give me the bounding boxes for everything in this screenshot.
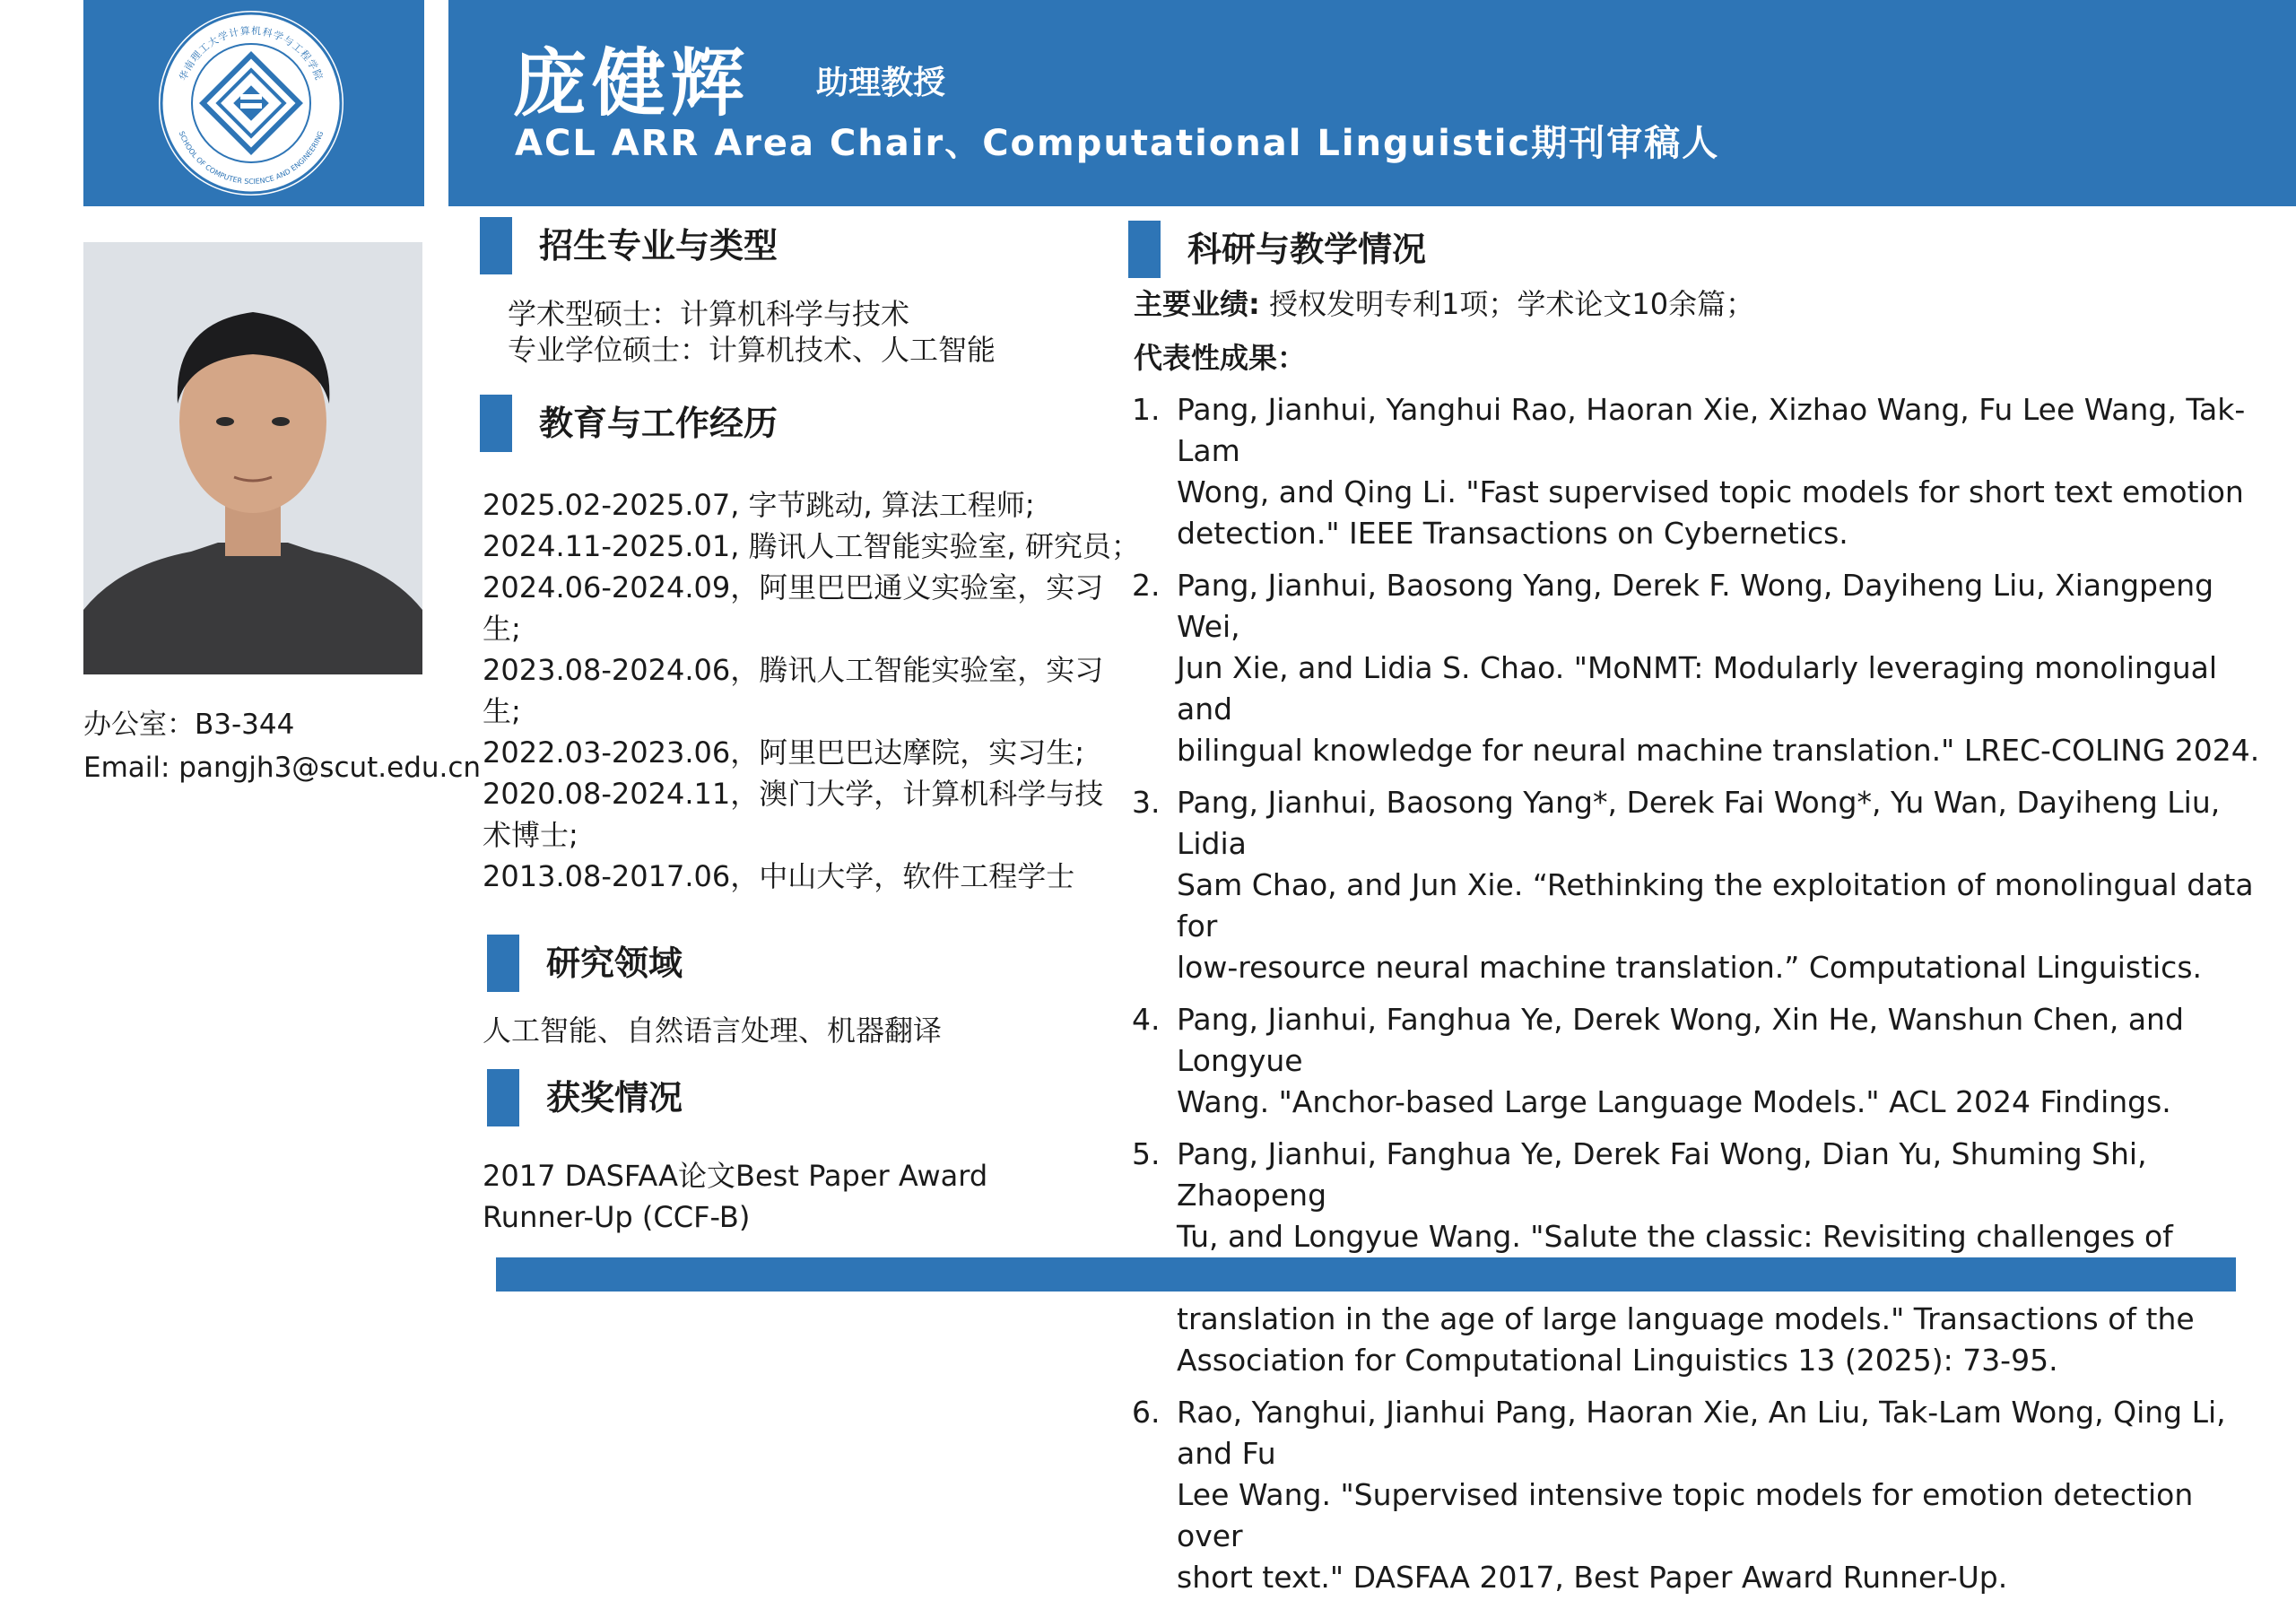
publication-line: translation in the age of large language models." Transactions of the	[1177, 1301, 2195, 1336]
heading-text: 教育与工作经历	[539, 404, 778, 443]
achievements-line	[1134, 283, 1754, 325]
logo-text-top: 华南理工大学计算机科学与工程学院	[177, 24, 326, 83]
person-name: 庞健辉	[513, 41, 751, 126]
publication-line: Wong, and Qing Li. "Fast supervised topic models for short text emotion	[1177, 474, 2244, 509]
section-heading-admissions	[480, 217, 928, 274]
publication-list	[1132, 389, 2262, 1609]
awards-line: Runner-Up (CCF-B)	[483, 1200, 751, 1234]
section-heading-awards	[487, 1069, 935, 1126]
publication-line: Rao, Yanghui, Jianhui Pang, Haoran Xie, An Liu, Tak-Lam Wong, Qing Li, and Fu	[1177, 1395, 2226, 1471]
research-content: 人工智能、自然语言处理、机器翻译	[483, 1013, 943, 1048]
email-link[interactable]: Email: pangjh3@scut.edu.cn	[83, 752, 482, 784]
heading-bar	[480, 217, 512, 274]
person-subtitle: ACL ARR Area Chair、Computational Linguistic期刊审稿人	[515, 123, 1720, 164]
heading-text: 获奖情况	[546, 1078, 683, 1118]
heading-bar	[487, 1069, 519, 1126]
profile-photo	[83, 242, 422, 674]
heading-text: 招生专业与类型	[539, 226, 778, 265]
education-content	[483, 484, 1140, 897]
publication-line: Pang, Jianhui, Baosong Yang, Derek F. Wong, Dayiheng Liu, Xiangpeng Wei,	[1177, 568, 2214, 644]
publication-item	[1132, 782, 2262, 988]
publication-line: Pang, Jianhui, Yanghui Rao, Haoran Xie, Xizhao Wang, Fu Lee Wang, Tak-Lam	[1177, 392, 2246, 468]
publication-line: Pang, Jianhui, Fanghua Ye, Derek Fai Wong, Dian Yu, Shuming Shi, Zhaopeng	[1177, 1136, 2147, 1213]
section-heading-research-teaching	[1128, 221, 1666, 278]
publication-number: 5.	[1132, 1136, 1161, 1171]
education-line: 术博士;	[483, 818, 578, 852]
publication-line: Pang, Jianhui, Baosong Yang*, Derek Fai Wong*, Yu Wan, Dayiheng Liu, Lidia	[1177, 785, 2221, 861]
office-text: 办公室：B3-344	[83, 709, 295, 741]
heading-bar	[487, 935, 519, 992]
achievements-text: 授权发明专利1项；学术论文10余篇；	[1259, 287, 1755, 321]
person-title: 助理教授	[816, 65, 946, 101]
publication-item	[1132, 1392, 2262, 1598]
education-line: 2022.03-2023.06，阿里巴巴达摩院，实习生;	[483, 735, 1084, 770]
achievements-label: 主要业绩:	[1134, 287, 1260, 321]
heading-text: 研究领域	[546, 944, 683, 983]
heading-bar	[1128, 221, 1161, 278]
representative-label: 代表性成果：	[1134, 341, 1307, 375]
section-heading-education	[480, 395, 928, 452]
publication-number: 1.	[1132, 392, 1161, 427]
publication-line: detection." IEEE Transactions on Cybernetics.	[1177, 516, 1848, 551]
publication-line: Association for Computational Linguistics 13 (2025): 73-95.	[1177, 1343, 2058, 1378]
publication-line: bilingual knowledge for neural machine translation." LREC-COLING 2024.	[1177, 733, 2260, 768]
publication-item	[1132, 999, 2262, 1123]
heading-bar	[480, 395, 512, 452]
education-line: 2013.08-2017.06，中山大学，软件工程学士	[483, 859, 1075, 893]
education-line: 生;	[483, 612, 521, 646]
publication-number: 6.	[1132, 1395, 1161, 1430]
publication-line: Jun Xie, and Lidia S. Chao. "MoNMT: Modularly leveraging monolingual and	[1177, 650, 2218, 726]
heading-text: 科研与教学情况	[1187, 230, 1427, 269]
admissions-line: 专业学位硕士：计算机技术、人工智能	[508, 333, 996, 367]
publication-line: Pang, Jianhui, Fanghua Ye, Derek Wong, Xin He, Wanshun Chen, and Longyue	[1177, 1002, 2184, 1078]
person-avatar-icon	[83, 242, 422, 674]
publication-line: Tu, and Longyue Wang. "Salute the classic: Revisiting challenges of	[1177, 1219, 2173, 1254]
awards-line: 2017 DASFAA论文Best Paper Award	[483, 1159, 988, 1193]
header-bar	[448, 0, 2296, 206]
publication-number: 2.	[1132, 568, 1161, 603]
school-logo-icon	[155, 7, 347, 199]
admissions-content	[508, 296, 996, 368]
education-line: 2024.11-2025.01, 腾讯人工智能实验室, 研究员；	[483, 529, 1140, 563]
publication-number: 3.	[1132, 785, 1161, 820]
publication-line: short text." DASFAA 2017, Best Paper Award Runner-Up.	[1177, 1560, 2008, 1595]
logo-panel	[83, 0, 424, 206]
admissions-line: 学术型硕士：计算机科学与技术	[508, 297, 910, 331]
logo-text-bottom: SCHOOL OF COMPUTER SCIENCE AND ENGINEERING	[177, 130, 326, 187]
publication-item	[1132, 565, 2262, 771]
awards-content	[483, 1155, 987, 1238]
contact-info	[83, 703, 481, 789]
publication-line: Sam Chao, and Jun Xie. “Rethinking the exploitation of monolingual data for	[1177, 867, 2254, 944]
publication-line: low-resource neural machine translation.” Computational Linguistics.	[1177, 950, 2202, 985]
publication-line: Lee Wang. "Supervised intensive topic models for emotion detection over	[1177, 1477, 2194, 1553]
footer-bar	[496, 1257, 2236, 1292]
publication-line: Wang. "Anchor-based Large Language Models." ACL 2024 Findings.	[1177, 1084, 2171, 1119]
education-line: 生;	[483, 694, 521, 728]
education-line: 2023.08-2024.06，腾讯人工智能实验室，实习	[483, 653, 1104, 687]
education-line: 2020.08-2024.11，澳门大学，计算机科学与技	[483, 777, 1104, 811]
section-heading-research	[487, 935, 935, 992]
education-line: 2024.06-2024.09，阿里巴巴通义实验室，实习	[483, 570, 1104, 604]
publication-number: 4.	[1132, 1002, 1161, 1037]
publication-item	[1132, 389, 2262, 554]
education-line: 2025.02-2025.07, 字节跳动, 算法工程师;	[483, 488, 1035, 522]
